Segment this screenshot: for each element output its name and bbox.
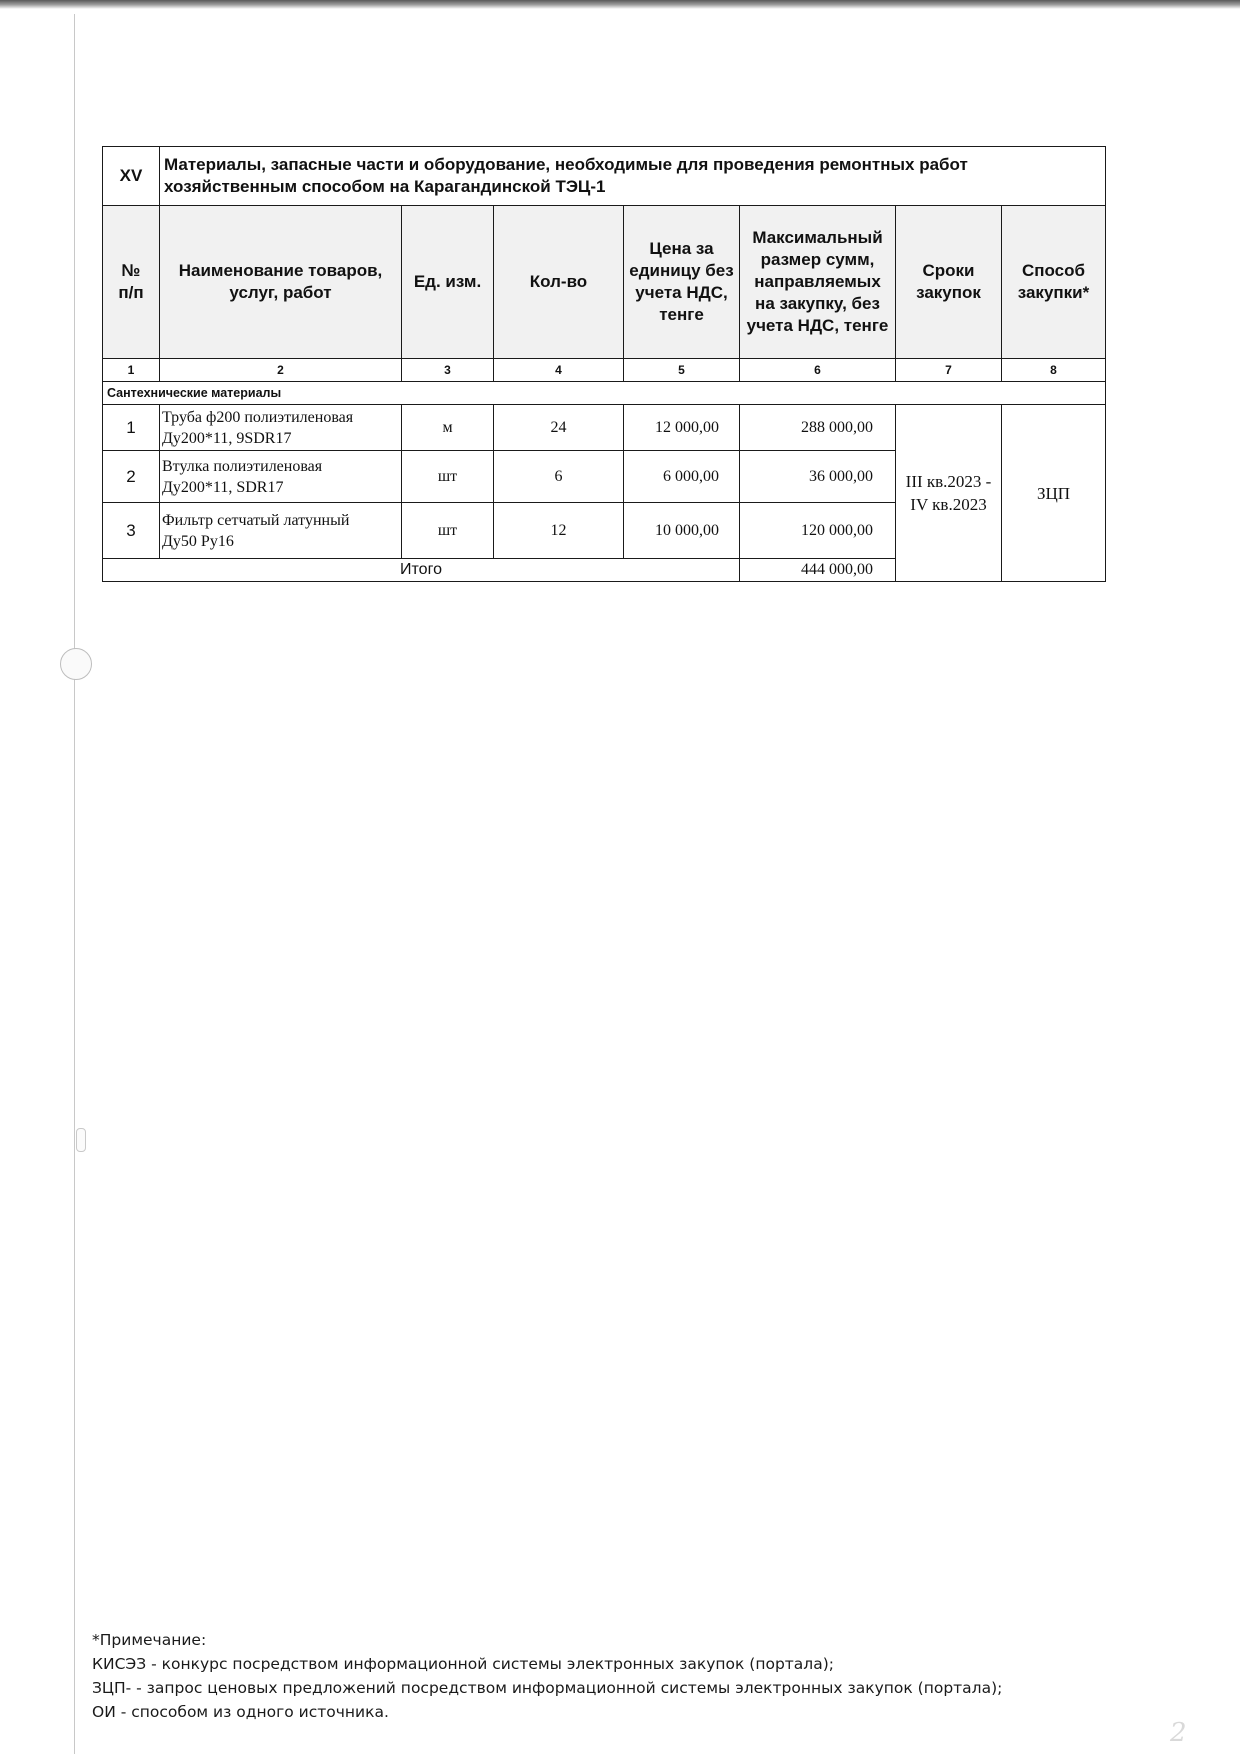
item-name <box>160 405 402 451</box>
col-header-line: размер сумм, <box>760 250 875 269</box>
item-name-line: Втулка полиэтиленовая <box>162 457 323 475</box>
col-header-method <box>1002 206 1106 359</box>
col-header-line: Наименование товаров, <box>178 261 383 280</box>
col-header-name <box>160 206 402 359</box>
procurement-period-line: III кв.2023 - <box>905 472 992 491</box>
group-label: Сантехнические материалы <box>103 382 1106 405</box>
binding-line <box>74 14 75 1754</box>
total-label: Итого <box>103 559 740 582</box>
footnote-line: ОИ - способом из одного источника. <box>92 1703 389 1721</box>
col-number: 7 <box>896 359 1002 382</box>
column-header-row <box>103 206 1106 359</box>
item-total: 36 000,00 <box>740 451 896 503</box>
item-total: 288 000,00 <box>740 405 896 451</box>
col-header-max-amount <box>740 206 896 359</box>
item-qty: 24 <box>494 405 624 451</box>
item-name-line: Ду200*11, SDR17 <box>162 478 284 496</box>
footnote-line: КИСЭЗ - конкурс посредством информационной системы электронных закупок (портала); <box>92 1655 834 1673</box>
item-price: 12 000,00 <box>624 405 740 451</box>
item-number: 3 <box>103 503 160 559</box>
item-name-line: Ду50 Ру16 <box>162 532 234 550</box>
col-number: 2 <box>160 359 402 382</box>
col-number: 5 <box>624 359 740 382</box>
procurement-method: ЗЦП <box>1002 405 1106 582</box>
col-header-line: закупок <box>916 283 981 302</box>
col-header-line: п/п <box>118 283 144 302</box>
item-number: 2 <box>103 451 160 503</box>
col-header-line: Максимальный <box>752 228 883 247</box>
col-header-line: Ед. изм. <box>413 272 482 291</box>
col-header-line: услуг, работ <box>229 283 332 302</box>
col-number: 6 <box>740 359 896 382</box>
col-header-line: тенге <box>659 305 704 324</box>
col-header-line: единицу без <box>629 261 734 280</box>
procurement-table <box>102 146 1106 582</box>
item-price: 6 000,00 <box>624 451 740 503</box>
procurement-period <box>896 405 1002 582</box>
item-name-line: Ду200*11, 9SDR17 <box>162 429 292 447</box>
section-title <box>160 147 1106 206</box>
col-header-line: Кол-во <box>529 272 588 291</box>
col-header-qty <box>494 206 624 359</box>
total-value: 444 000,00 <box>740 559 896 582</box>
item-total: 120 000,00 <box>740 503 896 559</box>
col-header-period <box>896 206 1002 359</box>
col-header-line: Способ <box>1021 261 1086 280</box>
item-unit: шт <box>402 451 494 503</box>
col-header-line: № <box>121 261 141 280</box>
col-number: 8 <box>1002 359 1106 382</box>
col-header-price <box>624 206 740 359</box>
col-header-line: на закупку, без <box>755 294 880 313</box>
column-number-row <box>103 359 1106 382</box>
item-number: 1 <box>103 405 160 451</box>
procurement-period-line: IV кв.2023 <box>910 495 987 514</box>
col-header-line: Цена за <box>649 239 714 258</box>
section-code: XV <box>103 147 160 206</box>
section-header-row <box>103 147 1106 206</box>
col-header-index <box>103 206 160 359</box>
footnote-heading: *Примечание: <box>92 1631 207 1649</box>
item-qty: 12 <box>494 503 624 559</box>
section-title-line: хозяйственным способом на Карагандинской ТЭЦ-1 <box>164 177 606 196</box>
item-name-line: Труба ф200 полиэтиленовая <box>162 408 354 426</box>
item-name <box>160 503 402 559</box>
col-header-line: учета НДС, тенге <box>746 316 889 335</box>
footnote-line: ЗЦП- - запрос ценовых предложений посредством информационной системы электронных закупок (портала); <box>92 1679 1003 1697</box>
col-number: 4 <box>494 359 624 382</box>
table-row <box>103 405 1106 451</box>
page-number-mark: 2 <box>1170 1718 1187 1748</box>
col-header-line: направляемых <box>754 272 881 291</box>
item-qty: 6 <box>494 451 624 503</box>
item-unit: шт <box>402 503 494 559</box>
item-unit: м <box>402 405 494 451</box>
col-header-unit <box>402 206 494 359</box>
col-number: 1 <box>103 359 160 382</box>
punch-hole <box>60 648 92 680</box>
footnote <box>92 1628 1192 1724</box>
scan-top-edge <box>0 0 1240 9</box>
item-price: 10 000,00 <box>624 503 740 559</box>
punch-mark <box>76 1128 86 1152</box>
group-row <box>103 382 1106 405</box>
item-name <box>160 451 402 503</box>
col-header-line: Сроки <box>922 261 975 280</box>
item-name-line: Фильтр сетчатый латунный <box>162 511 350 529</box>
col-header-line: закупки* <box>1017 283 1090 302</box>
section-title-line: Материалы, запасные части и оборудование, необходимые для проведения ремонтных работ <box>164 155 968 174</box>
col-header-line: учета НДС, <box>635 283 728 302</box>
col-number: 3 <box>402 359 494 382</box>
